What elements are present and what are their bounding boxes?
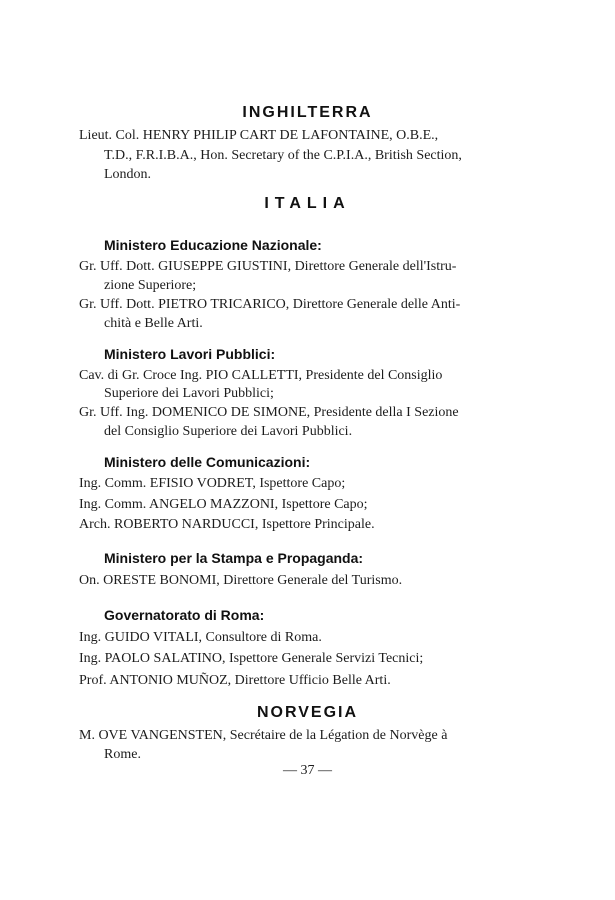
ministry-lavori-title: Ministero Lavori Pubblici: (104, 346, 276, 362)
entry-lafontaine-line2: T.D., F.R.I.B.A., Hon. Secretary of the C.P.I.A., British Section, (104, 148, 462, 163)
entry-calletti-line1: Cav. di Gr. Croce Ing. PIO CALLETTI, Presidente del Consiglio (79, 368, 443, 383)
entry-vangensten-line1: M. OVE VANGENSTEN, Secrétaire de la Légation de Norvège à (79, 728, 448, 743)
entry-giustini-line1: Gr. Uff. Dott. GIUSEPPE GIUSTINI, Direttore Generale dell'Istru- (79, 259, 457, 274)
entry-narducci: Arch. ROBERTO NARDUCCI, Ispettore Principale. (79, 517, 375, 532)
ministry-comunicazioni-title: Ministero delle Comunicazioni: (104, 454, 311, 470)
entry-vangensten-line2: Rome. (104, 747, 141, 762)
entry-mazzoni: Ing. Comm. ANGELO MAZZONI, Ispettore Capo; (79, 497, 368, 512)
entry-calletti-line2: Superiore dei Lavori Pubblici; (104, 386, 274, 401)
entry-desimone-line1: Gr. Uff. Ing. DOMENICO DE SIMONE, Presidente della I Sezione (79, 405, 459, 420)
entry-tricarico-line1: Gr. Uff. Dott. PIETRO TRICARICO, Direttore Generale delle Anti- (79, 297, 461, 312)
country-heading-inghilterra: INGHILTERRA (242, 104, 373, 121)
entry-tricarico-line2: chità e Belle Arti. (104, 316, 203, 331)
entry-giustini-line2: zione Superiore; (104, 278, 197, 293)
entry-munoz: Prof. ANTONIO MUÑOZ, Direttore Ufficio Belle Arti. (79, 673, 391, 688)
entry-vodret: Ing. Comm. EFISIO VODRET, Ispettore Capo; (79, 476, 346, 491)
entry-vitali: Ing. GUIDO VITALI, Consultore di Roma. (79, 630, 322, 645)
country-heading-italia: ITALIA (264, 195, 351, 212)
governatorato-title: Governatorato di Roma: (104, 607, 265, 623)
page-number: — 37 — (283, 763, 332, 778)
country-heading-norvegia: NORVEGIA (256, 704, 359, 721)
ministry-educazione-title: Ministero Educazione Nazionale: (104, 237, 322, 253)
entry-lafontaine-line3: London. (104, 167, 152, 182)
entry-bonomi: On. ORESTE BONOMI, Direttore Generale del Turismo. (79, 573, 403, 588)
entry-lafontaine-line1: Lieut. Col. HENRY PHILIP CART DE LAFONTAINE, O.B.E., (79, 128, 439, 143)
entry-salatino: Ing. PAOLO SALATINO, Ispettore Generale Servizi Tecnici; (79, 651, 424, 666)
entry-desimone-line2: del Consiglio Superiore dei Lavori Pubblici. (104, 424, 353, 439)
ministry-stampa-title: Ministero per la Stampa e Propaganda: (104, 550, 364, 566)
